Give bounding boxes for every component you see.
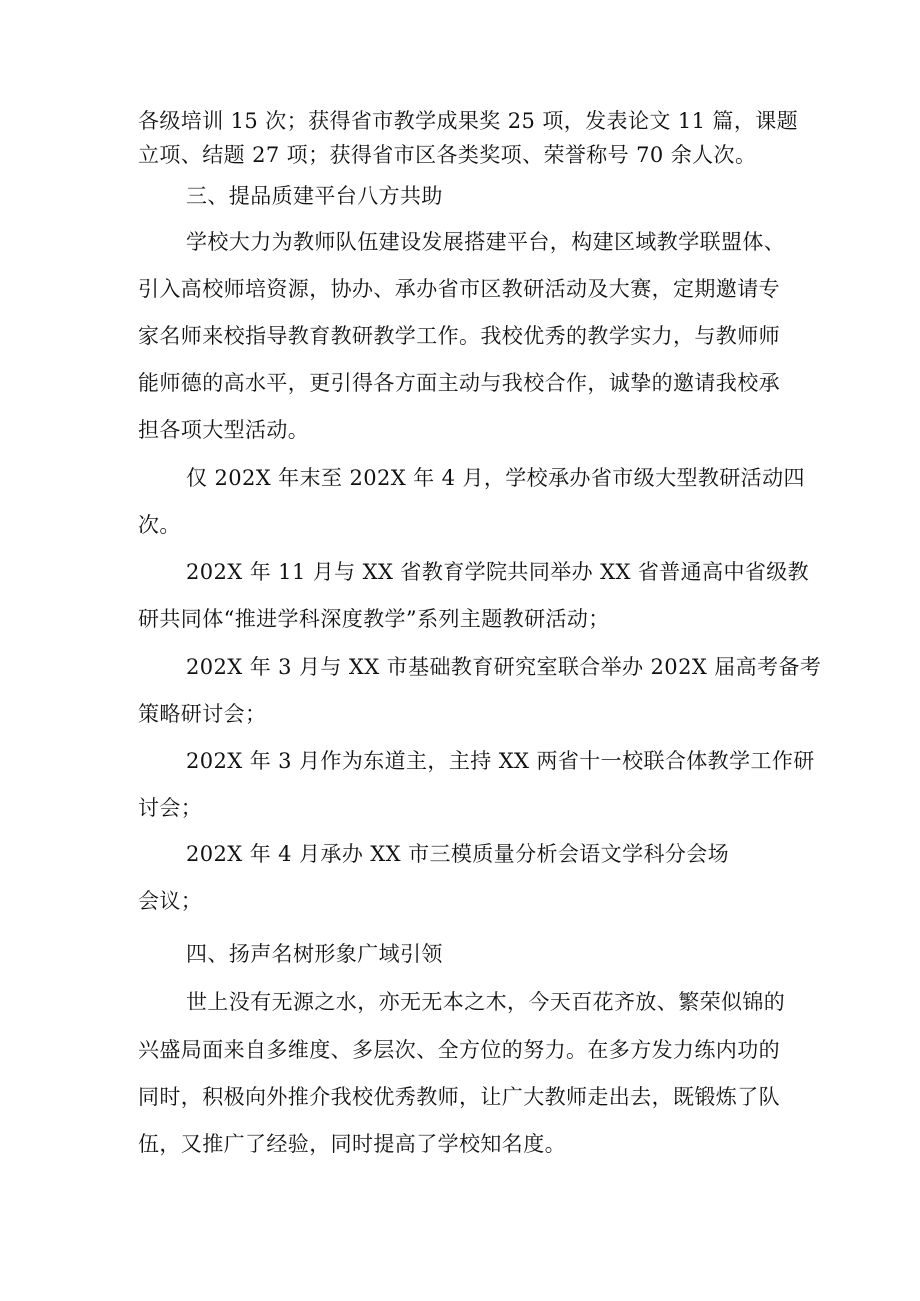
section-heading: 四、扬声名树形象广域引领 (186, 942, 443, 966)
section-heading: 三、提品质建平台八方共助 (186, 184, 443, 208)
text-line: 仅 202X 年末至 202X 年 4 月，学校承办省市级大型教研活动四 (186, 466, 805, 490)
text-line: 能师德的高水平，更引得各方面主动与我校合作，诚挚的邀请我校承 (138, 371, 780, 395)
text-line: 担各项大型活动。 (138, 418, 310, 442)
text-line: 202X 年 3 月与 XX 市基础教育研究室联合举办 202X 届高考备考 (186, 655, 822, 679)
text-line: 世上没有无源之水，亦无无本之木，今天百花齐放、繁荣似锦的 (186, 990, 786, 1014)
text-line: 会议； (138, 889, 203, 913)
text-line: 202X 年 11 月与 XX 省教育学院共同举办 XX 省普通高中省级教 (186, 560, 810, 584)
text-line: 立项、结题 27 项；获得省市区各类奖项、荣誉称号 70 余人次。 (138, 143, 757, 167)
text-line: 各级培训 15 次；获得省市教学成果奖 25 项，发表论文 11 篇，课题 (138, 109, 799, 133)
text-line: 202X 年 3 月作为东道主，主持 XX 两省十一校联合体教学工作研 (186, 749, 815, 773)
text-line: 伍，又推广了经验，同时提高了学校知名度。 (138, 1132, 566, 1156)
text-line: 同时，积极向外推介我校优秀教师，让广大教师走出去，既锻炼了队 (138, 1085, 780, 1109)
text-line: 策略研讨会； (138, 702, 267, 726)
text-line: 202X 年 4 月承办 XX 市三模质量分析会语文学科分会场 (186, 842, 730, 866)
text-line: 学校大力为教师队伍建设发展搭建平台，构建区域教学联盟体、 (186, 230, 786, 254)
text-line: 研共同体“推进学科深度教学”系列主题教研活动； (138, 607, 610, 631)
text-line: 引入高校师培资源，协办、承办省市区教研活动及大赛，定期邀请专 (138, 277, 780, 301)
text-line: 讨会； (138, 796, 203, 820)
text-line: 次。 (138, 513, 181, 537)
text-line: 兴盛局面来自多维度、多层次、全方位的努力。在多方发力练内功的 (138, 1038, 780, 1062)
text-line: 家名师来校指导教育教研教学工作。我校优秀的教学实力，与教师师 (138, 324, 780, 348)
